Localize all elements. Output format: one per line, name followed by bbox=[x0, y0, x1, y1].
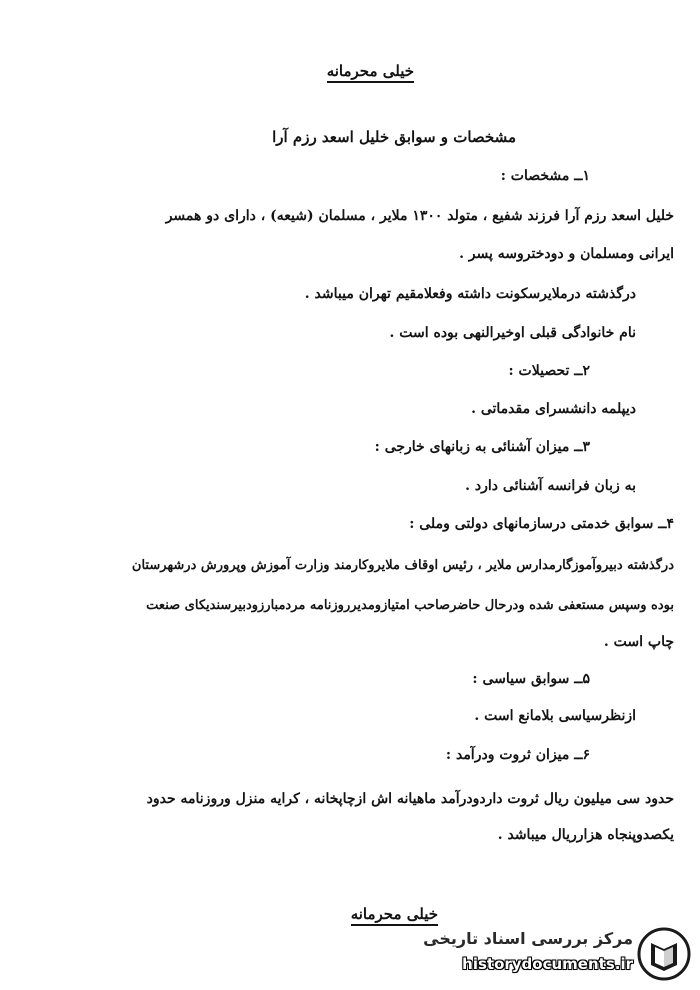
body-line: نام خانوادگی قبلی اوخیرالنهی بوده است . bbox=[389, 325, 636, 341]
body-line: ازنظرسیاسی بلامانع است . bbox=[474, 708, 636, 724]
watermark-title: مرکز بررسی اسناد تاریخی bbox=[423, 929, 633, 948]
watermark-url: historydocuments.ir bbox=[462, 955, 633, 973]
classification-bottom: خیلی محرمانه bbox=[351, 905, 438, 926]
section-heading-6: ۶ــ میزان ثروت ودرآمد : bbox=[445, 747, 590, 763]
classification-top: خیلی محرمانه bbox=[327, 62, 414, 83]
section-heading-3: ۳ــ میزان آشنائی به زبانهای خارجی : bbox=[374, 439, 590, 455]
document-title: مشخصات و سوابق خلیل اسعد رزم آرا bbox=[272, 128, 516, 146]
book-archive-icon bbox=[637, 927, 691, 981]
body-line: بوده وسپس مستعفی شده ودرحال حاضرصاحب امتیازومدیرروزنامه مردمبارزودبیرسندیکای صنعت bbox=[146, 598, 674, 613]
body-line: خلیل اسعد رزم آرا فرزند شفیع ، متولد ۱۳۰۰ ملایر ، مسلمان (شیعه) ، دارای دو همسر bbox=[165, 208, 674, 224]
body-line: درگذشته دبیروآموزگارمدارس ملایر ، رئیس اوقاف ملایروکارمند وزارت آموزش وپرورش درشهرستان bbox=[131, 558, 674, 573]
body-line: یکصدوپنجاه هزارریال میباشد . bbox=[497, 827, 674, 843]
body-line: چاپ است . bbox=[603, 634, 674, 650]
body-line: ایرانی ومسلمان و دودختروسه پسر . bbox=[459, 246, 674, 262]
body-line: دیپلمه دانشسرای مقدماتی . bbox=[471, 401, 636, 417]
body-line: به زبان فرانسه آشنائی دارد . bbox=[465, 478, 636, 494]
body-line: حدود سی میلیون ریال ثروت داردودرآمد ماهیانه اش ازچاپخانه ، کرایه منزل وروزنامه حدود bbox=[146, 791, 674, 807]
body-line: درگذشته درملایرسکونت داشته وفعلامقیم تهران میباشد . bbox=[304, 286, 636, 302]
watermark-logo bbox=[395, 925, 695, 983]
section-heading-1: ۱ــ مشخصات : bbox=[500, 168, 590, 184]
section-heading-2: ۲ــ تحصیلات : bbox=[508, 363, 590, 379]
section-heading-4: ۴ــ سوابق خدمتی درسازمانهای دولتی وملی : bbox=[409, 516, 674, 532]
section-heading-5: ۵ــ سوابق سیاسی : bbox=[472, 671, 590, 687]
